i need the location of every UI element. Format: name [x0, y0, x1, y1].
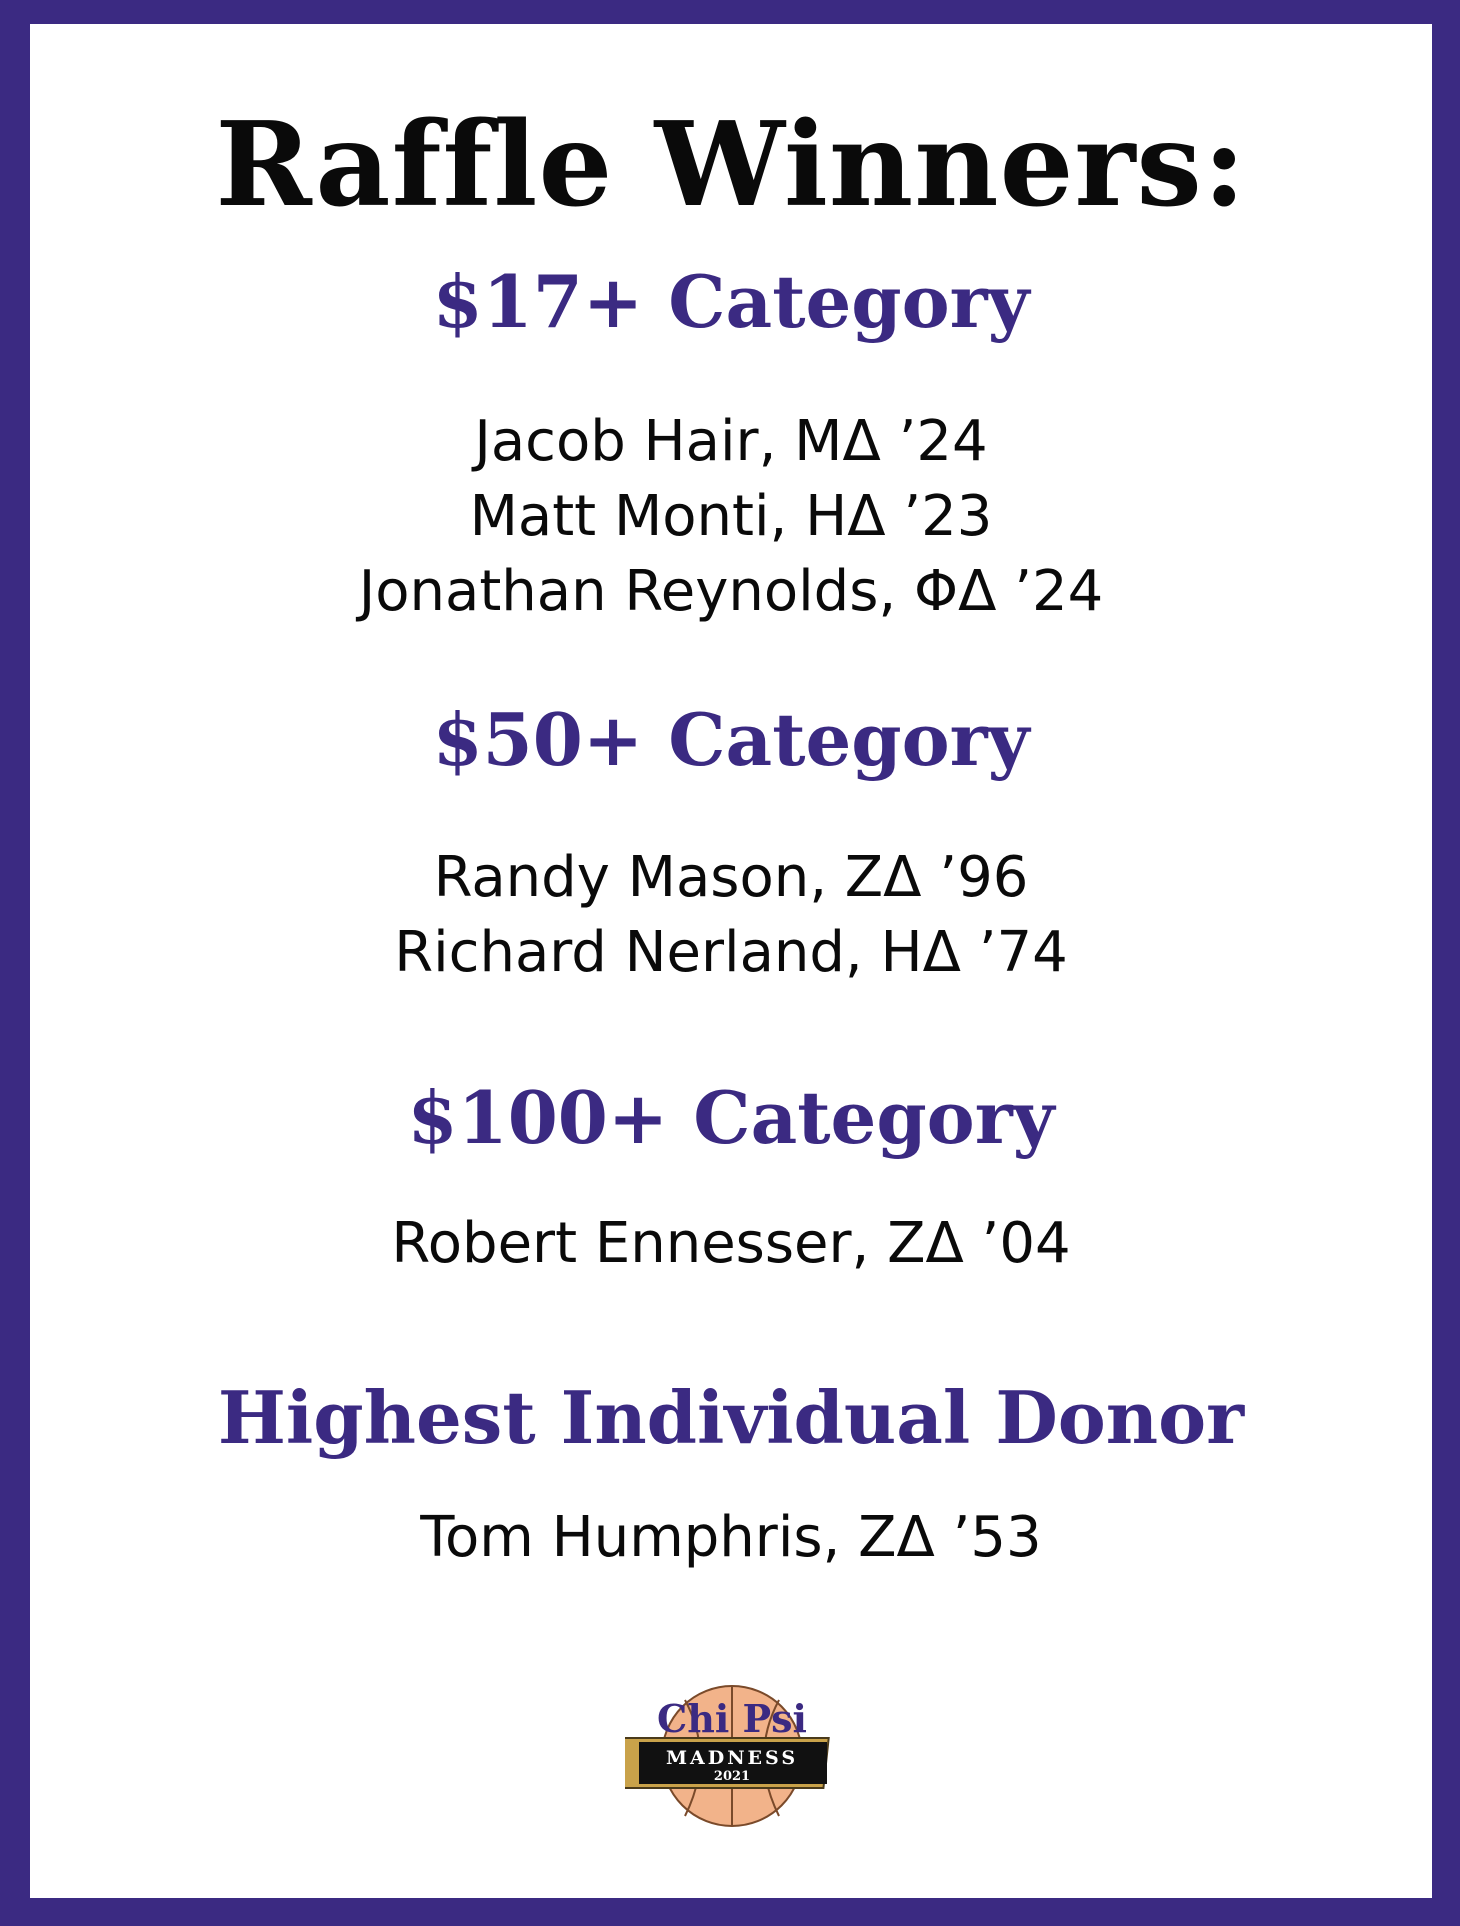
basketball-icon	[625, 1678, 839, 1828]
winner-name: Richard Nerland, HΔ ’74	[394, 920, 1068, 985]
winner-name: Matt Monti, HΔ ’23	[469, 484, 993, 549]
section-names-17	[30, 404, 1432, 629]
logo-line1: Chi Psi	[657, 1696, 807, 1741]
winner-name: Jonathan Reynolds, ΦΔ ’24	[358, 559, 1104, 624]
winner-name: Tom Humphris, ZΔ ’53	[420, 1505, 1042, 1570]
winner-name: Jacob Hair, MΔ ’24	[474, 409, 988, 474]
section-names-100	[30, 1206, 1432, 1281]
section-heading-100: $100+ Category	[407, 1075, 1055, 1160]
flyer-page	[30, 24, 1432, 1898]
section-heading-50: $50+ Category	[432, 697, 1030, 782]
winner-name: Randy Mason, ZΔ ’96	[433, 845, 1029, 910]
logo-line3: 2021	[713, 1769, 751, 1784]
section-names-50	[30, 840, 1432, 990]
chi-psi-madness-logo	[625, 1678, 839, 1828]
winner-name: Robert Ennesser, ZΔ ’04	[391, 1211, 1071, 1276]
logo-line2: MADNESS	[665, 1747, 799, 1769]
section-names-highest-donor	[30, 1500, 1432, 1575]
section-heading-17: $17+ Category	[432, 259, 1030, 344]
section-heading-highest-donor: Highest Individual Donor	[217, 1375, 1245, 1460]
page-title: Raffle Winners:	[215, 97, 1247, 233]
